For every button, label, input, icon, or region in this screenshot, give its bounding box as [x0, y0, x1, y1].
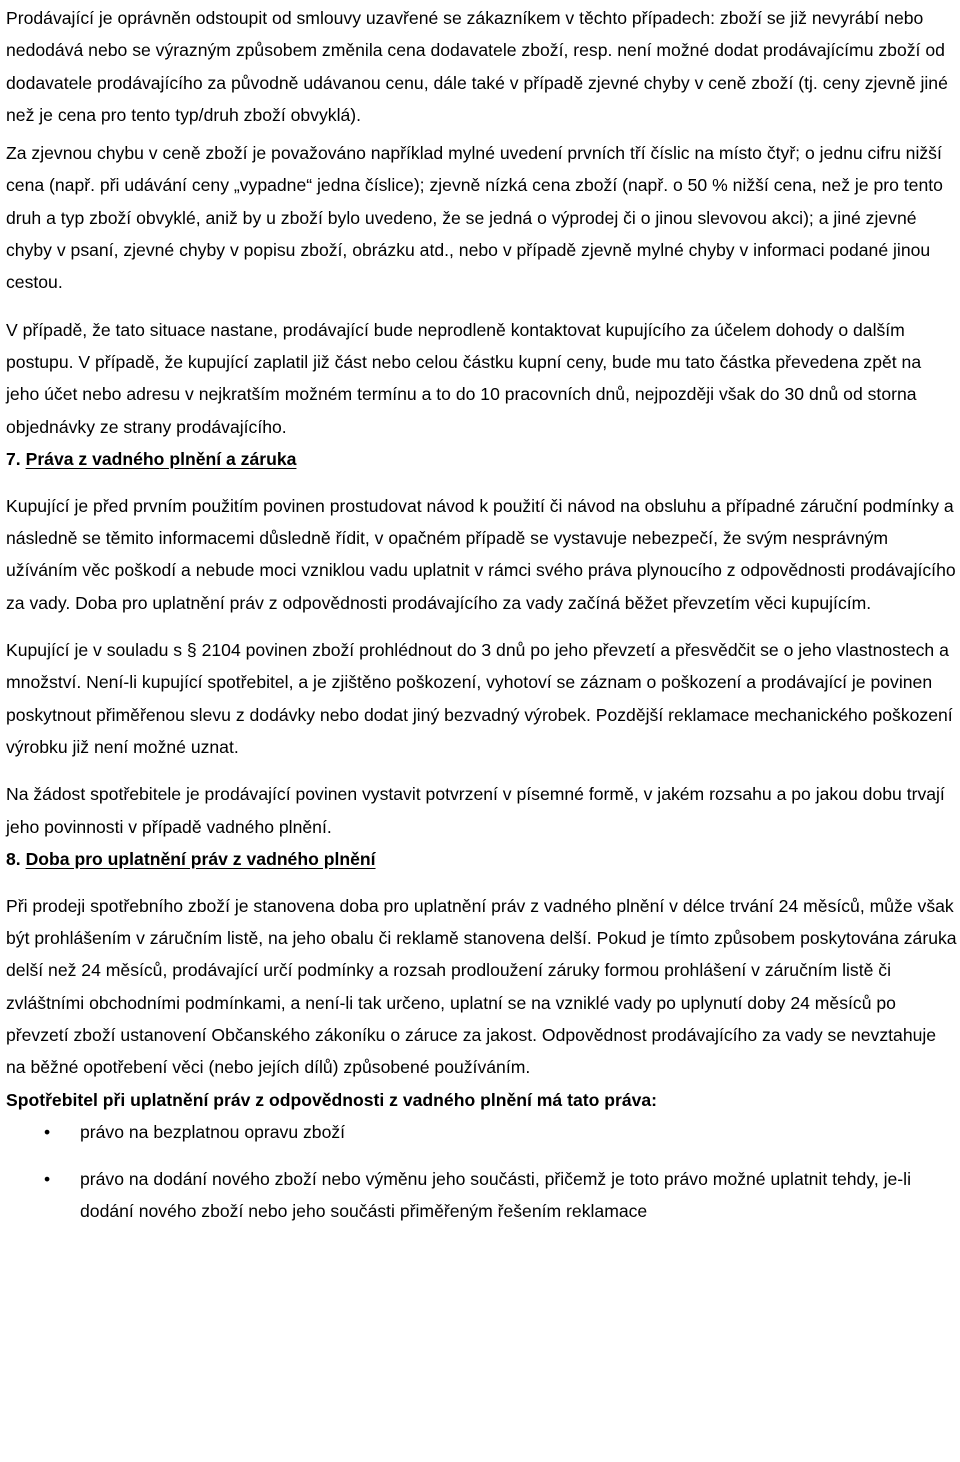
list-item	[6, 1116, 958, 1148]
list-item	[6, 1163, 958, 1228]
paragraph-inspection-duty: Kupující je v souladu s § 2104 povinen zboží prohlédnout do 3 dnů po jeho převzetí a přesvědčit se o jeho vlastnostech a množství. Není-li kupující spotřebitel, a je zjištěno poškození, vyhotoví se záznam o poškození a prodávající je povinen poskytnout přiměřenou slevu z dodávky nebo dodat jiný bezvadný výrobek. Pozdější reklamace mechanického poškození výrobku již není možné uznat.	[6, 640, 953, 757]
rights-list	[6, 1116, 958, 1228]
list-item-text: právo na bezplatnou opravu zboží	[80, 1121, 346, 1142]
bullet-icon: •	[44, 1168, 51, 1189]
paragraph-warranty-period: Při prodeji spotřebního zboží je stanovena doba pro uplatnění práv z vadného plnění v délce trvání 24 měsíců, může však být prohlášením v záručním listě, na jeho obalu či reklamě stanovena delší. Pokud je tímto způsobem poskytována záruka delší než 24 měsíců, prodávající určí podmínky a rozsah prodloužení záruky formou prohlášení v záručním listě či zvláštními obchodními podmínkami, a není-li tak určeno, uplatní se na vzniklé vady po uplynutí doby 24 měsíců po převzetí zboží ustanovení Občanského zákoníku o záruce za jakost. Odpovědnost prodávajícího za vady se nevztahuje na běžné opotřebení věci (nebo jejích dílů) způsobené používáním.	[6, 895, 957, 1078]
paragraph-withdrawal-cases: Prodávající je oprávněn odstoupit od smlouvy uzavřené se zákazníkem v těchto případech: zboží se již nevyrábí nebo nedodává nebo se výrazným způsobem změnila cena dodavatele zboží, resp. není možné dodat prodávajícímu zboží od dodavatele prodávajícího za původně udávanou cenu, dále také v případě zjevné chyby v ceně zboží (tj. ceny zjevně jiné než je cena pro tento typ/druh zboží obvyklá).	[6, 8, 948, 125]
rights-heading: Spotřebitel při uplatnění práv z odpovědnosti z vadného plnění má tato práva:	[6, 1089, 658, 1110]
bullet-icon: •	[44, 1121, 51, 1142]
paragraph-instructions-duty: Kupující je před prvním použitím povinen prostudovat návod k použití či návod na obsluhu a případné záruční podmínky a následně se těmito informacemi důsledně řídit, v opačném případě se vystavuje nebezpečí, že svým nesprávným užíváním věc poškodí a nebude moci vzniklou vadu uplatnit v rámci svého práva plynoucího z odpovědnosti prodávajícího za vady. Doba pro uplatnění práv z odpovědnosti prodávajícího za vady začíná běžet převzetím věci kupujícím.	[6, 495, 956, 613]
section-title-7: Práva z vadného plnění a záruka	[25, 448, 297, 469]
section-number-7: 7.	[6, 448, 21, 469]
paragraph-seller-contact: V případě, že tato situace nastane, prodávající bude neprodleně kontaktovat kupujícího za účelem dohody o dalším postupu. V případě, že kupující zaplatil již část nebo celou částku kupní ceny, bude mu tato částka převedena zpět na jeho účet nebo adresu v nejkratším možném termínu a to do 10 pracovních dnů, nejpozději však do 30 dnů od storna objednávky ze strany prodávajícího.	[6, 319, 922, 437]
section-heading-8	[6, 843, 958, 875]
paragraph-written-confirmation: Na žádost spotřebitele je prodávající povinen vystavit potvrzení v písemné formě, v jakém rozsahu a po jakou dobu trvají jeho povinnosti v případě vadného plnění.	[6, 784, 945, 837]
paragraph-obvious-price-error: Za zjevnou chybu v ceně zboží je považováno například mylné uvedení prvních tří číslic na místo čtyř; o jednu cifru nižší cena (např. při udávání ceny „vypadne“ jedna číslice); zjevně nízká cena zboží (např. o 50 % nižší cena, než je pro tento druh a typ zboží obvyklé, aniž by u zboží bylo uvedeno, že se jedná o výprodej či o jinou slevovou akci); a jiné zjevné chyby v psaní, zjevné chyby v popisu zboží, obrázku atd., nebo v případě zjevně mylné chyby v informaci podané jinou cestou.	[6, 143, 943, 293]
section-number-8: 8.	[6, 848, 21, 869]
list-item-text: právo na dodání nového zboží nebo výměnu jeho součásti, přičemž je toto právo možné uplatnit tehdy, je-li dodání nového zboží nebo jeho součásti přiměřeným řešením reklamace	[80, 1168, 911, 1222]
section-heading-7	[6, 443, 958, 475]
section-title-8: Doba pro uplatnění práv z vadného plnění	[25, 848, 376, 869]
